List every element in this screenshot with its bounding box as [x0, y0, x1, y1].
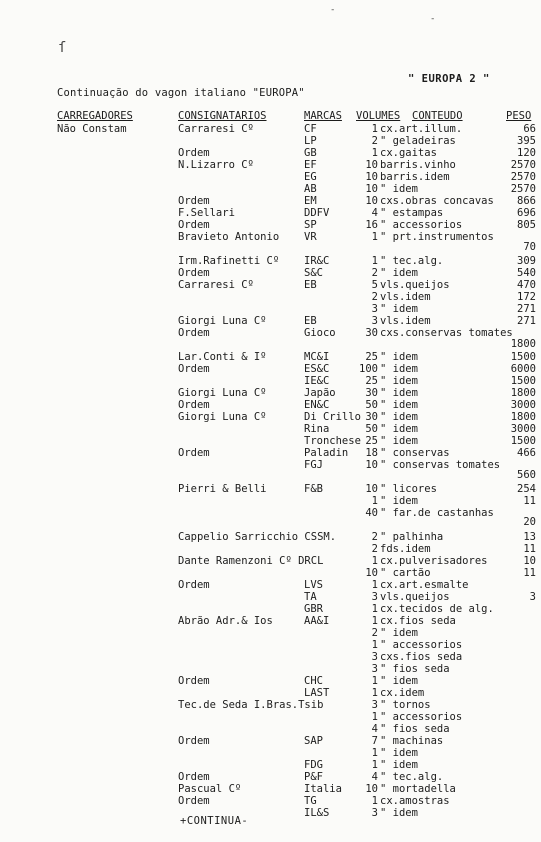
row-marca: Di Crillo	[304, 411, 361, 423]
column-header-consignatarios: CONSIGNATARIOS	[178, 110, 267, 122]
table-row	[0, 735, 541, 747]
table-row	[0, 219, 541, 231]
row-volumes: 10	[365, 567, 378, 579]
row-marca: EM	[304, 195, 317, 207]
table-row	[0, 267, 541, 279]
table-row	[0, 495, 541, 507]
row-volumes: 3	[371, 651, 378, 663]
row-volumes: 10	[365, 171, 378, 183]
row-conteudo: " prt.instrumentos	[380, 231, 494, 243]
row-volumes: 3	[371, 315, 378, 327]
row-volumes: 2	[371, 267, 378, 279]
row-marca: DDFV	[304, 207, 330, 219]
row-peso: 1800	[510, 411, 536, 423]
row-volumes: 40	[365, 507, 378, 519]
row-marca: AA&I	[304, 615, 330, 627]
table-row	[0, 627, 541, 639]
row-volumes: 1	[371, 687, 378, 699]
row-volumes: 3	[371, 663, 378, 675]
row-volumes: 1	[371, 747, 378, 759]
table-row	[0, 711, 541, 723]
row-peso: 10	[523, 555, 536, 567]
row-consignatario: F.Sellari	[178, 207, 235, 219]
row-marca: GB	[304, 147, 317, 159]
ink-mark: -	[430, 14, 436, 24]
table-row	[0, 183, 541, 195]
row-peso: 1500	[510, 375, 536, 387]
row-consignatario: Ordem	[178, 399, 210, 411]
row-conteudo: " idem	[380, 387, 418, 399]
peso-continuation: 1800	[510, 338, 536, 350]
row-conteudo: cxs.obras concavas	[380, 195, 494, 207]
row-consignatario: Dante Ramenzoni Cº DRCL	[178, 555, 324, 567]
table-row	[0, 771, 541, 783]
row-marca: Italia	[304, 783, 342, 795]
table-row	[0, 351, 541, 363]
row-conteudo: " cartão	[380, 567, 431, 579]
table-row	[0, 279, 541, 291]
row-conteudo: " fios seda	[380, 663, 450, 675]
row-conteudo: " tornos	[380, 699, 431, 711]
row-marca: Tronchese	[304, 435, 361, 447]
row-marca: CF	[304, 123, 317, 135]
continuation-note: +CONTINUA-	[180, 815, 249, 827]
row-consignatario: Bravieto Antonio	[178, 231, 280, 243]
row-peso: 1800	[510, 387, 536, 399]
row-volumes: 3	[371, 303, 378, 315]
column-header-conteudo: CONTEUDO	[412, 110, 463, 122]
table-row	[0, 291, 541, 303]
table-row	[0, 783, 541, 795]
row-conteudo: " idem	[380, 267, 418, 279]
row-peso: 120	[517, 147, 536, 159]
document-reference: " EUROPA 2 "	[408, 73, 490, 85]
row-conteudo: " accessorios	[380, 639, 463, 651]
table-row	[0, 591, 541, 603]
row-marca: S&C	[304, 267, 323, 279]
row-marca: CHC	[304, 675, 323, 687]
row-peso: 66	[523, 123, 536, 135]
row-volumes: 1	[371, 255, 378, 267]
table-row	[0, 639, 541, 651]
row-consignatario: Carraresi Cº	[178, 123, 254, 135]
row-conteudo: cxs.conservas tomates	[380, 327, 513, 339]
row-conteudo: vls.queijos	[380, 279, 450, 291]
row-volumes: 1	[371, 759, 378, 771]
table-row	[0, 447, 541, 459]
row-consignatario: Tec.de Seda I.Bras.Tsib	[178, 699, 324, 711]
table-row	[0, 723, 541, 735]
row-carregador: Não Constam	[57, 123, 127, 135]
row-conteudo: vls.idem	[380, 315, 431, 327]
row-volumes: 10	[365, 783, 378, 795]
table-row	[0, 171, 541, 183]
row-volumes: 4	[371, 207, 378, 219]
row-conteudo: " idem	[380, 375, 418, 387]
table-row	[0, 807, 541, 819]
row-marca: SAP	[304, 735, 323, 747]
row-consignatario: Abrão Adr.& Ios	[178, 615, 273, 627]
row-volumes: 7	[371, 735, 378, 747]
row-marca: IE&C	[304, 375, 330, 387]
row-marca: ES&C	[304, 363, 330, 375]
peso-continuation: 20	[523, 516, 536, 528]
table-row	[0, 327, 541, 339]
row-conteudo: " idem	[380, 363, 418, 375]
row-volumes: 5	[371, 279, 378, 291]
row-marca: Japão	[304, 387, 336, 399]
row-peso: 805	[517, 219, 536, 231]
row-conteudo: cx.idem	[380, 687, 425, 699]
row-conteudo: " idem	[380, 495, 418, 507]
row-volumes: 25	[365, 375, 378, 387]
table-row	[0, 207, 541, 219]
row-marca: EN&C	[304, 399, 330, 411]
row-consignatario: Ordem	[178, 195, 210, 207]
row-volumes: 16	[365, 219, 378, 231]
table-row	[0, 231, 541, 243]
row-conteudo: " tec.alg.	[380, 771, 444, 783]
row-consignatario: Lar.Conti & Iº	[178, 351, 267, 363]
table-row	[0, 567, 541, 579]
row-marca: EG	[304, 171, 317, 183]
table-row	[0, 675, 541, 687]
row-consignatario: Ordem	[178, 735, 210, 747]
row-consignatario: Ordem	[178, 219, 210, 231]
row-peso: 696	[517, 207, 536, 219]
row-marca: TA	[304, 591, 317, 603]
row-peso: 309	[517, 255, 536, 267]
table-row	[0, 699, 541, 711]
row-marca: LVS	[304, 579, 323, 591]
row-volumes: 30	[365, 327, 378, 339]
row-consignatario: Giorgi Luna Cº	[178, 315, 267, 327]
row-consignatario: Ordem	[178, 579, 210, 591]
row-volumes: 10	[365, 159, 378, 171]
row-consignatario: Giorgi Luna Cº	[178, 411, 267, 423]
row-volumes: 25	[365, 435, 378, 447]
row-consignatario: Cappelio Sarricchio CSSM.	[178, 531, 337, 543]
row-peso: 3000	[510, 399, 536, 411]
row-conteudo: " idem	[380, 435, 418, 447]
row-consignatario: Ordem	[178, 147, 210, 159]
row-conteudo: " estampas	[380, 207, 444, 219]
table-row	[0, 555, 541, 567]
row-conteudo: " idem	[380, 183, 418, 195]
row-marca: FGJ	[304, 459, 323, 471]
row-marca: LAST	[304, 687, 330, 699]
ink-mark: -	[330, 5, 336, 15]
row-peso: 866	[517, 195, 536, 207]
row-conteudo: " idem	[380, 411, 418, 423]
row-marca: IR&C	[304, 255, 330, 267]
row-volumes: 50	[365, 423, 378, 435]
table-row	[0, 543, 541, 555]
row-volumes: 3	[371, 699, 378, 711]
row-consignatario: Ordem	[178, 327, 210, 339]
row-volumes: 2	[371, 531, 378, 543]
row-marca: Paladin	[304, 447, 349, 459]
row-conteudo: " idem	[380, 423, 418, 435]
table-row	[0, 423, 541, 435]
row-conteudo: cx.tecidos de alg.	[380, 603, 494, 615]
column-header-volumes: VOLUMES	[356, 110, 401, 122]
row-volumes: 10	[365, 459, 378, 471]
row-peso: 11	[523, 495, 536, 507]
table-row	[0, 651, 541, 663]
row-marca: EB	[304, 315, 317, 327]
row-conteudo: " fios seda	[380, 723, 450, 735]
row-peso: 271	[517, 315, 536, 327]
row-conteudo: " idem	[380, 807, 418, 819]
table-row	[0, 303, 541, 315]
row-consignatario: Pascual Cº	[178, 783, 242, 795]
row-peso: 271	[517, 303, 536, 315]
row-volumes: 18	[365, 447, 378, 459]
row-marca: F&B	[304, 483, 323, 495]
table-row	[0, 459, 541, 471]
row-peso: 1500	[510, 351, 536, 363]
row-volumes: 1	[371, 147, 378, 159]
row-marca: EB	[304, 279, 317, 291]
table-row	[0, 159, 541, 171]
row-peso: 13	[523, 531, 536, 543]
row-volumes: 1	[371, 711, 378, 723]
row-volumes: 25	[365, 351, 378, 363]
row-marca: GBR	[304, 603, 323, 615]
row-conteudo: cx.pulverisadores	[380, 555, 488, 567]
table-row	[0, 399, 541, 411]
table-row	[0, 795, 541, 807]
peso-continuation: 70	[523, 241, 536, 253]
row-peso: 2570	[510, 171, 536, 183]
row-marca: P&F	[304, 771, 323, 783]
row-marca: MC&I	[304, 351, 330, 363]
row-marca: SP	[304, 219, 317, 231]
row-volumes: 1	[371, 231, 378, 243]
row-volumes: 4	[371, 771, 378, 783]
table-row	[0, 435, 541, 447]
row-volumes: 4	[371, 723, 378, 735]
row-conteudo: fds.idem	[380, 543, 431, 555]
row-consignatario: Ordem	[178, 675, 210, 687]
row-peso: 6000	[510, 363, 536, 375]
row-peso: 11	[523, 543, 536, 555]
row-conteudo: vls.idem	[380, 291, 431, 303]
table-row	[0, 135, 541, 147]
row-conteudo: " accessorios	[380, 711, 463, 723]
table-row	[0, 255, 541, 267]
row-volumes: 1	[371, 123, 378, 135]
table-row	[0, 603, 541, 615]
row-volumes: 1	[371, 579, 378, 591]
row-volumes: 100	[359, 363, 378, 375]
row-peso: 172	[517, 291, 536, 303]
row-conteudo: cx.amostras	[380, 795, 450, 807]
table-row	[0, 123, 541, 135]
row-conteudo: cx.gaitas	[380, 147, 437, 159]
row-volumes: 2	[371, 543, 378, 555]
table-row	[0, 147, 541, 159]
row-volumes: 10	[365, 183, 378, 195]
table-row	[0, 375, 541, 387]
table-row	[0, 747, 541, 759]
row-conteudo: " idem	[380, 759, 418, 771]
row-conteudo: cxs.fios seda	[380, 651, 463, 663]
table-row	[0, 363, 541, 375]
row-conteudo: " licores	[380, 483, 437, 495]
table-row	[0, 507, 541, 519]
row-consignatario: Ordem	[178, 795, 210, 807]
row-conteudo: " idem	[380, 303, 418, 315]
row-conteudo: " geladeiras	[380, 135, 456, 147]
table-row	[0, 687, 541, 699]
table-row	[0, 579, 541, 591]
column-header-marcas: MARCAS	[304, 110, 342, 122]
row-conteudo: cx.art.illum.	[380, 123, 463, 135]
row-marca: Gioco	[304, 327, 336, 339]
row-volumes: 10	[365, 483, 378, 495]
row-peso: 470	[517, 279, 536, 291]
row-volumes: 1	[371, 795, 378, 807]
row-marca: Rina	[304, 423, 330, 435]
row-peso: 466	[517, 447, 536, 459]
row-consignatario: Ordem	[178, 267, 210, 279]
row-volumes: 1	[371, 495, 378, 507]
row-marca: EF	[304, 159, 317, 171]
column-header-carregadores: CARREGADORES	[57, 110, 133, 122]
row-conteudo: cx.art.esmalte	[380, 579, 469, 591]
row-peso: 540	[517, 267, 536, 279]
row-marca: TG	[304, 795, 317, 807]
document-heading: Continuação do vagon italiano "EUROPA"	[57, 87, 305, 99]
row-conteudo: " palhinha	[380, 531, 444, 543]
table-row	[0, 663, 541, 675]
row-volumes: 50	[365, 399, 378, 411]
row-peso: 395	[517, 135, 536, 147]
row-volumes: 30	[365, 387, 378, 399]
row-volumes: 10	[365, 195, 378, 207]
ink-mark: ſ	[58, 40, 67, 56]
row-conteudo: barris.idem	[380, 171, 450, 183]
row-volumes: 1	[371, 639, 378, 651]
row-peso: 2570	[510, 159, 536, 171]
row-marca: AB	[304, 183, 317, 195]
table-row	[0, 315, 541, 327]
row-marca: VR	[304, 231, 317, 243]
row-conteudo: " idem	[380, 351, 418, 363]
row-consignatario: Irm.Rafinetti Cº	[178, 255, 280, 267]
row-conteudo: " conservas tomates	[380, 459, 501, 471]
row-volumes: 2	[371, 291, 378, 303]
table-row	[0, 195, 541, 207]
row-peso: 11	[523, 567, 536, 579]
row-conteudo: " idem	[380, 399, 418, 411]
row-volumes: 3	[371, 807, 378, 819]
row-conteudo: " idem	[380, 627, 418, 639]
row-peso: 2570	[510, 183, 536, 195]
table-row	[0, 387, 541, 399]
row-peso: 1500	[510, 435, 536, 447]
row-conteudo: " tec.alg.	[380, 255, 444, 267]
row-consignatario: N.Lizarro Cº	[178, 159, 254, 171]
peso-continuation: 560	[517, 469, 536, 481]
row-marca: FDG	[304, 759, 323, 771]
row-consignatario: Ordem	[178, 771, 210, 783]
row-conteudo: " far.de castanhas	[380, 507, 494, 519]
row-consignatario: Ordem	[178, 363, 210, 375]
row-consignatario: Giorgi Luna Cº	[178, 387, 267, 399]
row-peso: 3000	[510, 423, 536, 435]
row-conteudo: barris.vinho	[380, 159, 456, 171]
table-row	[0, 615, 541, 627]
table-row	[0, 531, 541, 543]
row-marca: LP	[304, 135, 317, 147]
row-volumes: 2	[371, 135, 378, 147]
row-peso: 254	[517, 483, 536, 495]
row-volumes: 1	[371, 603, 378, 615]
row-conteudo: " conservas	[380, 447, 450, 459]
row-peso: 3	[529, 591, 536, 603]
row-volumes: 2	[371, 627, 378, 639]
row-conteudo: " accessorios	[380, 219, 463, 231]
row-conteudo: cx.fios seda	[380, 615, 456, 627]
row-volumes: 1	[371, 615, 378, 627]
row-consignatario: Carraresi Cº	[178, 279, 254, 291]
table-row	[0, 759, 541, 771]
row-volumes: 30	[365, 411, 378, 423]
row-conteudo: " machinas	[380, 735, 444, 747]
row-conteudo: " mortadella	[380, 783, 456, 795]
table-row	[0, 411, 541, 423]
row-conteudo: " idem	[380, 675, 418, 687]
row-consignatario: Ordem	[178, 447, 210, 459]
row-volumes: 1	[371, 555, 378, 567]
column-header-peso: PESO	[506, 110, 532, 122]
row-volumes: 1	[371, 675, 378, 687]
table-row	[0, 483, 541, 495]
row-volumes: 3	[371, 591, 378, 603]
row-marca: IL&S	[304, 807, 330, 819]
row-consignatario: Pierri & Belli	[178, 483, 267, 495]
row-conteudo: vls.queijos	[380, 591, 450, 603]
row-conteudo: " idem	[380, 747, 418, 759]
